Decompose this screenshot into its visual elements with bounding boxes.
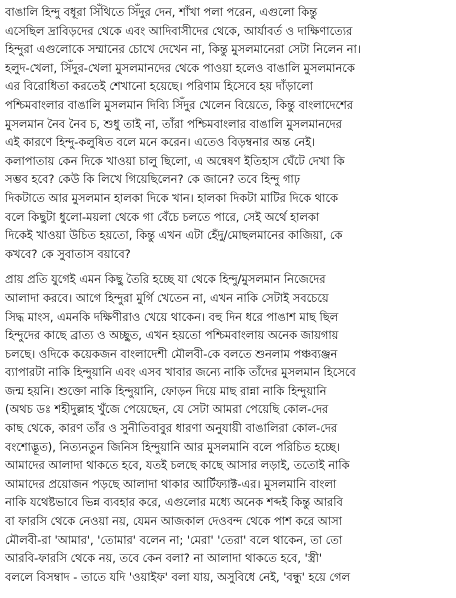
- text-line: বলে কিছুটা ধুলো-ময়লা থেকে গা বেঁচে চলতে পারে, সেই অর্থে হালকা: [5, 209, 320, 224]
- text-line: মুসলমান নৈব নৈব চ, শুধু তাই না, তাঁরা পশ্চিমবাংলার বাঙালি মুসলমানদের: [5, 116, 342, 131]
- text-line: হলুদ-খেলা, সিঁদুর-খেলা মুসলমানদের থেকে পাওয়া হলেও বাঙালি মুসলমানকে: [5, 60, 355, 75]
- text-line: কাছ থেকে, কারণ তাঁর ও সুনীতিবাবুর ধারণা অনুযায়ী বাঙালিরা কোল-দের: [5, 421, 338, 436]
- text-line: আলাদা করবে। আগে হিন্দুরা মুর্গি খেতেন না, এখন নাকি সেটাই সবচেয়ে: [5, 290, 329, 305]
- text-line: বললে বিসম্বাদ - তাতে যদি 'ওয়াইফ' বলা যায়, অসুবিধে নেই, 'বন্ধু' হয়ে গেল: [5, 569, 350, 584]
- text-line: বাঙালি হিন্দু বধূরা সিঁথিতে সিঁদুর দেন, শাঁখা পলা পরেন, এগুলো কিন্তু: [5, 5, 318, 19]
- text-line: কলাপাতায় কেন দিকে খাওয়া চালু ছিলো, এ অন্বেষণ ইতিহাস ঘেঁটে দেখা কি: [5, 153, 345, 168]
- text-line: এর বিরোধিতা করতেই শেখানো হয়েছে। পরিণাম হিসেবে হয় দাঁড়ালো: [5, 79, 313, 94]
- text-line: বংশোদ্ভূত), নিত্যনতুন জিনিস হিন্দুয়ানি আর মুসলমানি বলে পরিচিত হচ্ছে।: [5, 439, 340, 454]
- text-line: দিকটাতে আর মুসলমান হালকা দিকে খান। হালকা দিকটা মাটির দিকে থাকে: [5, 190, 339, 205]
- text-line: সিদ্ধ মাংস, এমনকি দক্ষিণীরাও খেয়ে থাকেন। বহু দিন ধরে পাঙাশ মাছ ছিল: [5, 309, 339, 324]
- text-line: বা ফারসি থেকে নেওয়া নয়, যেমন আজকাল দেওবন্দ থেকে পাশ করে আসা: [5, 514, 342, 529]
- text-line: আমাদের আলাদা থাকতে হবে, যতই চলছে কাছে আসার লড়াই, ততোই নাকি: [5, 458, 350, 473]
- text-line: সম্ভব হবে? কেউ কি লিখে গিয়েছিলেন? কে জানে? তবে হিন্দু গাঢ়: [5, 172, 300, 187]
- text-line: আরবি-ফারসি থেকে নয়, তবে কেন বলা? না আলাদা থাকতে হবে, 'স্ত্রী': [5, 551, 322, 566]
- text-line: মৌলবী-রা 'আমার', 'তোমার' বলেন না; 'মেরা' 'তেরা' বলে থাকেন, তা তো: [5, 532, 343, 547]
- text-line: কখবে? কে সুবাতাস বয়াবে?: [5, 246, 131, 261]
- text-line: জন্ম হয়নি। শুক্তো নাকি হিন্দুয়ানি, ফোড়ন দিয়ে মাছ রান্না নাকি হিন্দুয়ানি: [5, 383, 327, 398]
- text-line: নাকি যথেষ্টভাবে ভিন্ন ব্যবহার করে, এগুলোর মধ্যে অনেক শব্দই কিন্তু আরবি: [5, 495, 343, 510]
- text-line: এসেছিল দ্রাবিড়দের থেকে এবং আদিবাসীদের থেকে, আর্যাবর্ত ও দাক্ষিণাত্যের: [5, 23, 353, 38]
- text-line: ব্যাপারটা নাকি হিন্দুয়ানি এবং এসব খাবার জন্যে নাকি তাঁদের মুসলমান হিসেবে: [5, 365, 356, 380]
- text-line: পশ্চিমবাংলার বাঙালি মুসলমান দিব্যি সিঁদুর খেলেন বিয়েতে, কিন্তু বাংলাদেশের: [5, 97, 354, 112]
- text-line: হিন্দুদের কাছে ব্রাত্য ও অচ্ছুত, এখন হয়তো পশ্চিমবাংলায় অনেক জায়গায়: [5, 328, 339, 343]
- text-line: আমাদের প্রয়োজন পড়ছে আলাদা থাকার আর্টিফ্যাক্ট-এর। মুসলমানি বাংলা: [5, 476, 337, 491]
- text-line: দিকেই খাওয়া উচিত হয়তো, কিন্তু এখন এটা হেঁদু/মোছলমানের কাজিয়া, কে: [5, 228, 343, 243]
- text-line: এই কারণে হিন্দু-কলুষিত বলে মনে করেন। এতেও বিড়ম্বনার অন্ত নেই।: [5, 135, 316, 150]
- text-line: হিন্দুরা এগুলোকে সম্মানের চোখে দেখেন না, কিন্তু মুসলমানেরা সেটা নিলেন না।: [5, 42, 361, 57]
- paragraph-2: [5, 270, 451, 586]
- text-line: প্রায় প্রতি যুগেই এমন কিছু তৈরি হচ্ছে যা থেকে হিন্দু/মুসলমান নিজেদের: [5, 272, 326, 287]
- text-line: চলছে। ওদিকে কয়েকজন বাংলাদেশী মৌলবী-কে বলতে শুনলাম পঞ্চব্যঞ্জন: [5, 346, 338, 361]
- paragraph-1: [5, 3, 451, 263]
- text-line: (অথচ ডঃ শহীদুল্লাহ খুঁজে পেয়েছেন, যে সেটা আমরা পেয়েছি কোল-দের: [5, 402, 329, 417]
